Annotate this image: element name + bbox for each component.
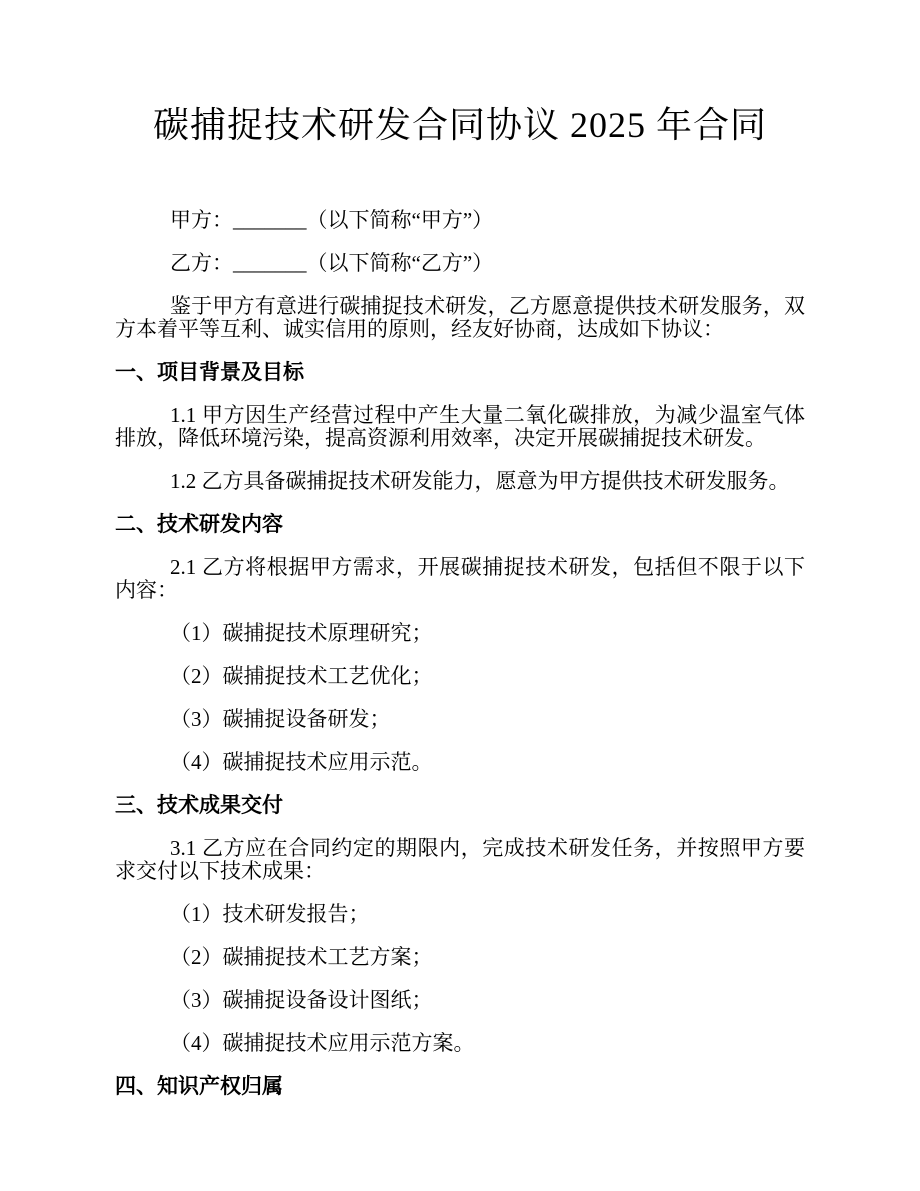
- clause-1-2: 1.2 乙方具备碳捕捉技术研发能力，愿意为甲方提供技术研发服务。: [170, 469, 790, 493]
- clause-2-list-item-1: （1）碳捕捉技术原理研究；: [170, 621, 433, 645]
- document-title: 碳捕捉技术研发合同协议 2025 年合同: [152, 105, 767, 145]
- clause-3-list-item-1: （1）技术研发报告；: [170, 902, 370, 926]
- party-a-line: 甲方：_______（以下简称“甲方”）: [170, 208, 494, 232]
- clause-3-list-item-4: （4）碳捕捉技术应用示范方案。: [170, 1031, 475, 1055]
- clause-3-1: 3.1 乙方应在合同约定的期限内，完成技术研发任务，并按照甲方要求交付以下技术成果：: [115, 836, 805, 883]
- clause-2-list-item-4: （4）碳捕捉技术应用示范。: [170, 750, 433, 774]
- section-heading-4: 四、知识产权归属: [115, 1075, 283, 1098]
- clause-3-list-item-2: （2）碳捕捉技术工艺方案；: [170, 945, 433, 969]
- clause-2-list-item-3: （3）碳捕捉设备研发；: [170, 707, 391, 731]
- section-heading-2: 二、技术研发内容: [115, 513, 283, 536]
- clause-2-list-item-2: （2）碳捕捉技术工艺优化；: [170, 664, 433, 688]
- preamble-paragraph: 鉴于甲方有意进行碳捕捉技术研发，乙方愿意提供技术研发服务，双方本着平等互利、诚实信用的原则，经友好协商，达成如下协议：: [115, 294, 805, 341]
- section-heading-3: 三、技术成果交付: [115, 794, 283, 817]
- section-heading-1: 一、项目背景及目标: [115, 361, 304, 384]
- clause-2-1: 2.1 乙方将根据甲方需求，开展碳捕捉技术研发，包括但不限于以下内容：: [115, 555, 805, 602]
- clause-1-1: 1.1 甲方因生产经营过程中产生大量二氧化碳排放，为减少温室气体排放，降低环境污染，提高资源利用效率，决定开展碳捕捉技术研发。: [115, 403, 805, 450]
- party-b-line: 乙方：_______（以下简称“乙方”）: [170, 251, 494, 275]
- clause-3-list-item-3: （3）碳捕捉设备设计图纸；: [170, 988, 433, 1012]
